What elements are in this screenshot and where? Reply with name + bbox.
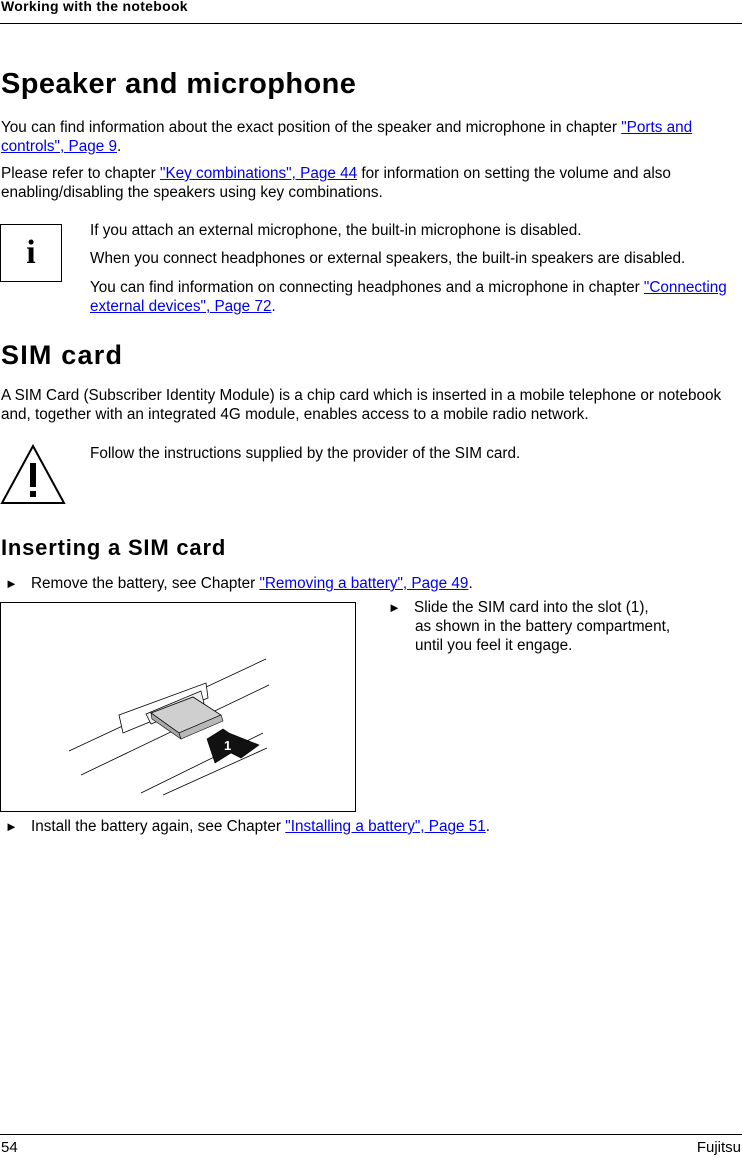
sim-insertion-figure: [0, 602, 356, 812]
sim-card-illustration: [1, 603, 354, 810]
bullet-arrow-icon: ►: [388, 600, 401, 615]
note-headphones: When you connect headphones or external speakers, the built-in speakers are disabled.: [90, 250, 686, 267]
step-remove-battery: [5, 574, 473, 593]
page-number: 54: [1, 1139, 18, 1156]
punctuation: .: [271, 298, 276, 315]
step-slide-sim: [388, 598, 728, 655]
link-installing-battery[interactable]: "Installing a battery", Page 51: [285, 818, 486, 835]
step-text: Remove the battery, see Chapter: [31, 575, 256, 592]
footer-divider: [0, 1134, 742, 1135]
warning-icon: [0, 443, 66, 505]
step-text: Install the battery again, see Chapter: [31, 818, 282, 835]
note-microphone: If you attach an external microphone, the built-in microphone is disabled.: [90, 222, 582, 239]
bullet-arrow-icon: ►: [5, 819, 18, 834]
link-ports-and-controls[interactable]: "Ports and controls", Page 9: [1, 119, 693, 155]
paragraph-text: Please refer to chapter: [1, 165, 156, 182]
figure-callout-label: 1: [224, 738, 232, 753]
paragraph-speaker-position: [1, 118, 701, 156]
footer-brand: Fujitsu: [696, 1139, 741, 1156]
warning-text: Follow the instructions supplied by the provider of the SIM card.: [90, 445, 521, 462]
paragraph-sim-description: A SIM Card (Subscriber Identity Module) is a chip card which is inserted in a mobile telephone or notebook and, together with an integrated 4G module, enables access to a mobile radio network.: [1, 387, 722, 423]
heading-speaker-and-microphone: Speaker and microphone: [1, 68, 357, 100]
heading-inserting-sim-card: Inserting a SIM card: [1, 535, 227, 560]
link-connecting-external-devices[interactable]: "Connecting external devices", Page 72: [90, 279, 727, 315]
step-line-3: until you feel it engage.: [415, 637, 573, 654]
punctuation: .: [468, 575, 473, 592]
punctuation: .: [116, 138, 122, 155]
paragraph-text-continued: for information on setting the volume and also enabling/disabling the speakers using key combinations.: [1, 165, 671, 201]
paragraph-volume: [1, 164, 701, 202]
link-removing-battery[interactable]: "Removing a battery", Page 49: [259, 575, 469, 592]
header-divider: [0, 23, 742, 24]
note-connecting: [90, 278, 730, 316]
paragraph-text: You can find information about the exact position of the speaker and microphone in chapter: [1, 119, 617, 136]
bullet-arrow-icon: ►: [5, 576, 18, 591]
running-header: Working with the notebook: [1, 0, 188, 14]
step-line-1: Slide the SIM card into the slot (1),: [414, 599, 649, 616]
info-icon: [0, 224, 62, 282]
link-key-combinations[interactable]: "Key combinations", Page 44: [160, 165, 358, 182]
heading-sim-card: SIM card: [1, 340, 124, 370]
step-install-battery: [5, 817, 490, 836]
info-symbol: i: [26, 234, 36, 271]
step-line-2: as shown in the battery compartment,: [415, 618, 671, 635]
punctuation: .: [485, 818, 491, 835]
note-text: You can find information on connecting headphones and a microphone in chapter: [90, 279, 640, 296]
